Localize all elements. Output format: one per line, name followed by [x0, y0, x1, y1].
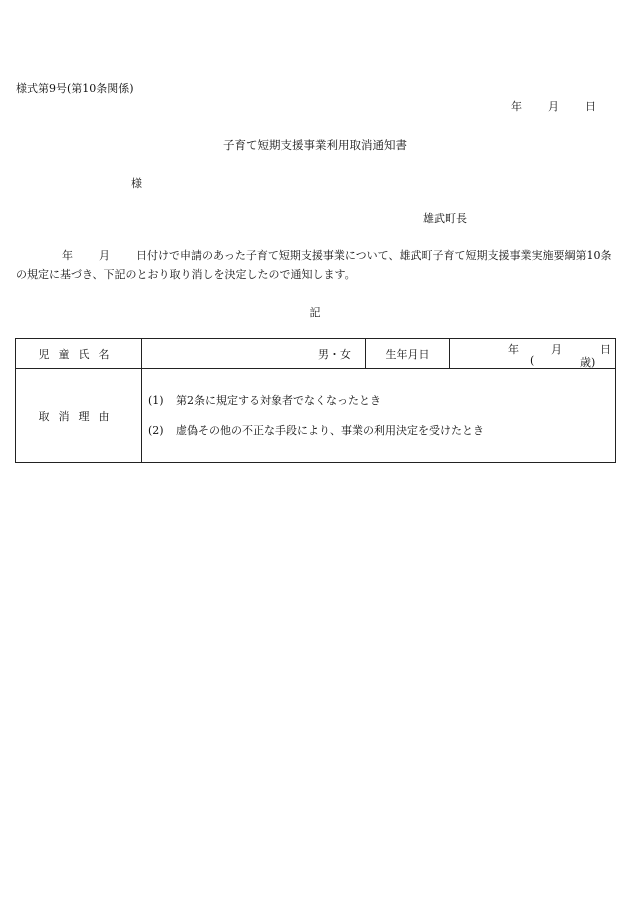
reason-text: 第2条に規定する対象者でなくなったとき [176, 393, 381, 407]
date-year: 年 [511, 100, 522, 113]
form-number: 様式第9号(第10条関係) [16, 82, 134, 95]
record-table [15, 338, 616, 463]
gender-field: 男・女 [142, 339, 366, 369]
date-month: 月 [548, 100, 559, 113]
ki-marker: 記 [309, 306, 321, 319]
birthdate-label: 生年月日 [366, 339, 450, 369]
reason-number: (1) [148, 393, 164, 407]
issuer: 雄武町長 [423, 212, 467, 225]
birth-month: 月 [551, 343, 562, 356]
reason-row [16, 369, 616, 463]
birth-year: 年 [508, 343, 519, 356]
reason-text: 虚偽その他の不正な手段により、事業の利用決定を受けたとき [176, 423, 484, 437]
birth-day: 日 [600, 343, 611, 356]
reason-item [148, 386, 615, 416]
body-year: 年 [62, 249, 73, 262]
body-paragraph [16, 246, 616, 284]
addressee-suffix: 様 [131, 177, 142, 190]
date-day: 日 [585, 100, 596, 113]
reason-item [148, 416, 615, 446]
body-month: 月 [99, 249, 110, 262]
birthdate-field [450, 339, 616, 369]
document-title: 子育て短期支援事業利用取消通知書 [223, 138, 407, 152]
reason-list [142, 369, 616, 463]
age-open: ( [530, 354, 535, 367]
body-text: 日付けで申請のあった子育て短期支援事業について、雄武町子育て短期支援事業実施要綱第10条の規定に基づき、下記のとおり取り消しを決定したので通知します。 [16, 249, 612, 281]
reason-label: 取消理由 [16, 369, 142, 463]
age-close: 歳) [580, 356, 596, 369]
child-name-label: 児童氏名 [16, 339, 142, 369]
notice-date [511, 98, 596, 114]
reason-number: (2) [148, 423, 164, 437]
child-row [16, 339, 616, 369]
